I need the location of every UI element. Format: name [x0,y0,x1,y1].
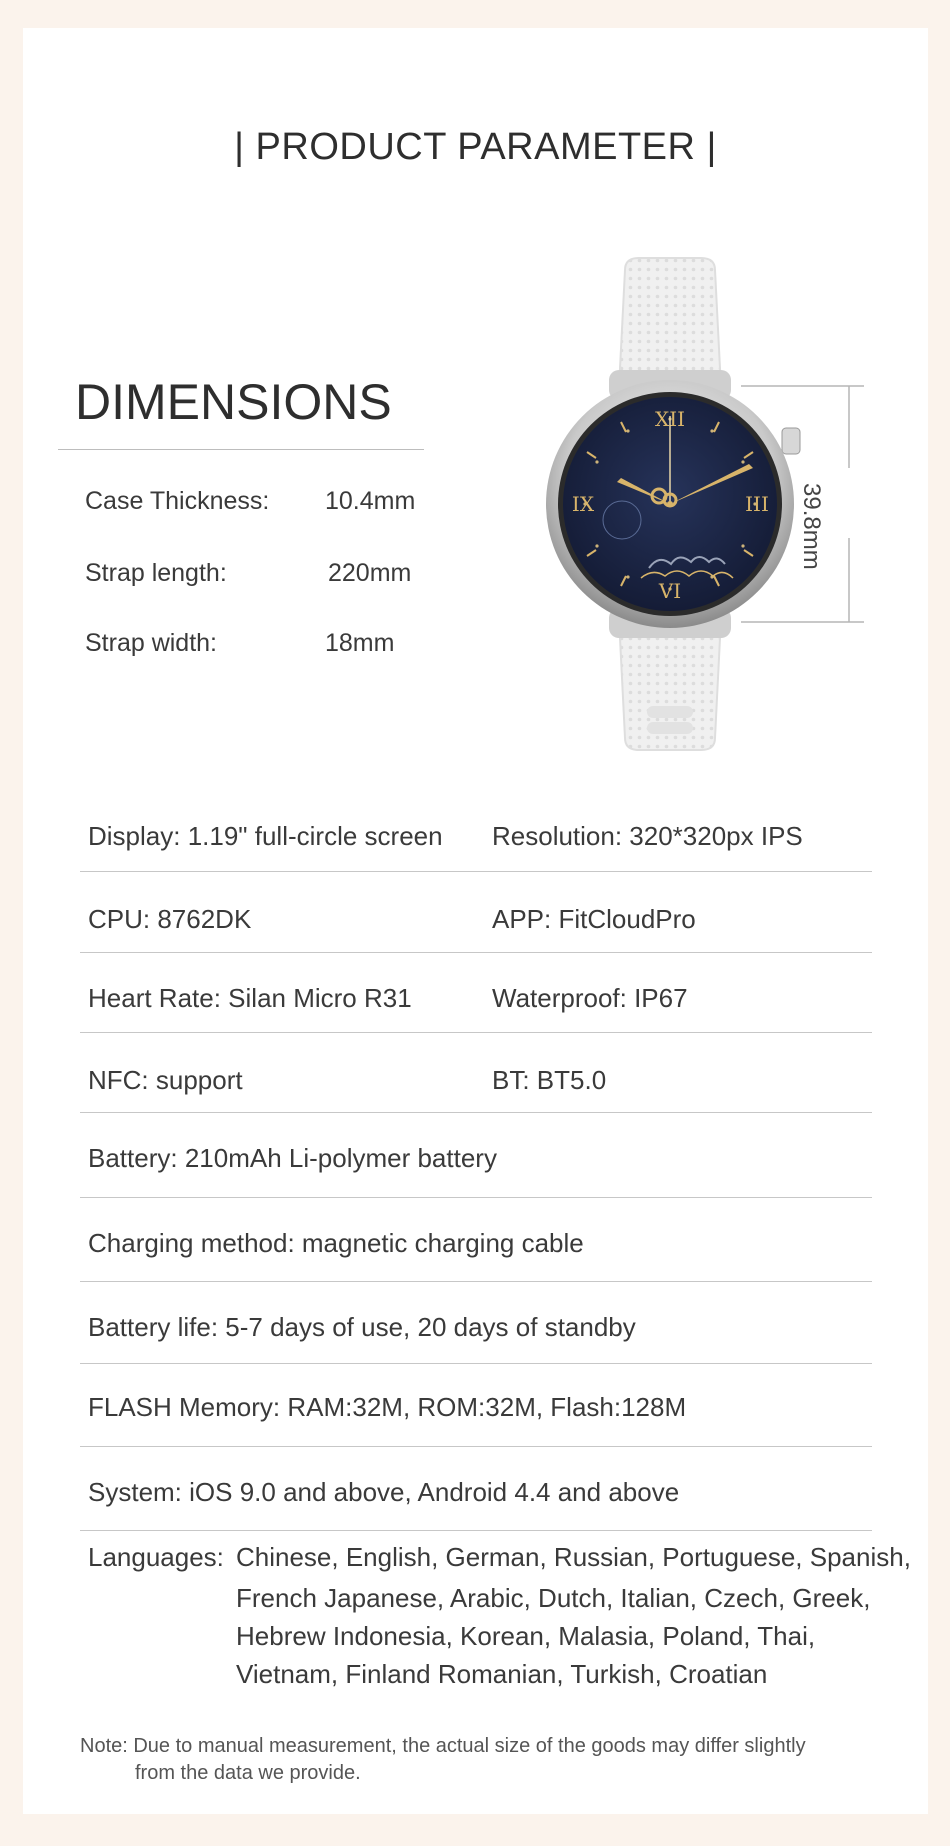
dimension-row-case-thickness [85,487,416,516]
dimension-row-strap-width [85,629,395,658]
languages-label: Languages: [88,1542,224,1572]
spec-heart-rate: Heart Rate: Silan Micro R31 [88,983,412,1013]
dimension-value: 18mm [325,629,395,657]
strap-top [619,258,721,388]
dimension-row-strap-length [85,559,412,588]
measurement-note [80,1733,880,1787]
spec-flash-memory: FLASH Memory: RAM:32M, ROM:32M, Flash:128M [88,1392,687,1422]
spec-app: APP: FitCloudPro [492,904,696,934]
dimensions-divider [58,449,424,450]
spec-nfc: NFC: support [88,1065,243,1095]
numeral-9: IX [571,492,595,516]
languages-line: French Japanese, Arabic, Dutch, Italian, Czech, Greek, [236,1583,871,1613]
spec-row [80,1364,872,1447]
spec-row [80,872,872,953]
note-line: from the data we provide. [135,1762,361,1784]
dimensions-heading: DIMENSIONS [75,374,392,430]
spec-battery: Battery: 210mAh Li-polymer battery [88,1143,497,1173]
dimension-label: Strap width: [85,629,218,657]
spec-row [80,1447,872,1531]
spec-row [80,1198,872,1282]
languages-line: Hebrew Indonesia, Korean, Malasia, Poland, Thai, [236,1621,816,1651]
spec-battery-life: Battery life: 5-7 days of use, 20 days of standby [88,1312,636,1342]
spec-row [80,1033,872,1113]
languages-line: Chinese, English, German, Russian, Portuguese, Spanish, [236,1542,911,1572]
spec-resolution: Resolution: 320*320px IPS [492,821,803,851]
case-diameter-label: 39.8mm [798,483,825,570]
spec-row [80,953,872,1033]
spec-table [80,791,872,1531]
dimension-value: 220mm [328,559,412,587]
numeral-6: VI [658,579,682,603]
note-line: Note: Due to manual measurement, the actual size of the goods may differ slightly [80,1735,806,1757]
numeral-12: XII [654,407,686,431]
dimension-label: Case Thickness: [85,487,270,515]
dimension-value: 10.4mm [325,487,416,515]
spec-row [80,1113,872,1198]
spec-bt: BT: BT5.0 [492,1065,607,1095]
smartwatch-image [509,238,889,758]
languages-line: Vietnam, Finland Romanian, Turkish, Croatian [236,1659,768,1689]
spec-display: Display: 1.19" full-circle screen [88,821,443,851]
product-parameter-card [23,28,928,1814]
spec-row [80,1282,872,1364]
spec-waterproof: Waterproof: IP67 [492,983,688,1013]
numeral-3: III [745,492,769,516]
spec-row [80,791,872,872]
spec-charging: Charging method: magnetic charging cable [88,1228,584,1258]
page-title: | PRODUCT PARAMETER | [234,126,717,168]
crown-button [782,428,800,454]
spec-system: System: iOS 9.0 and above, Android 4.4 and above [88,1477,680,1507]
dimension-label: Strap length: [85,559,227,587]
spec-cpu: CPU: 8762DK [88,904,252,934]
